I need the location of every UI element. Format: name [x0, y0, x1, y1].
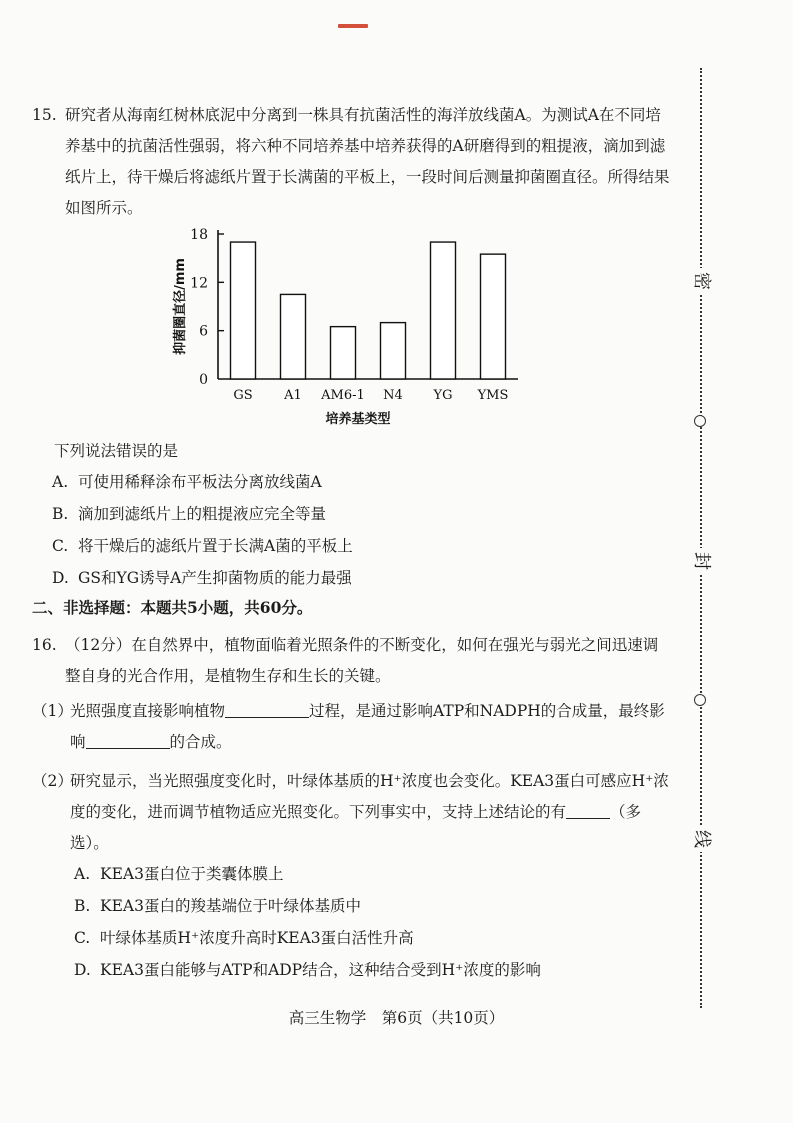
q16-option-a [74, 860, 283, 888]
question-number: 16. [32, 636, 57, 654]
bar-chart [170, 224, 530, 434]
sub2-text: 研究显示，当光照强度变化时，叶绿体基质的H⁺浓度也会变化。KEA3蛋白可感应H⁺浓度的变化，进而调节植物适应光照变化。下列事实中，支持上述结论的有 [70, 772, 669, 821]
gutter-circle [694, 415, 706, 427]
x-tick-label: YMS [477, 388, 509, 403]
q15-option-d [52, 564, 352, 592]
q15-option-c [52, 532, 353, 560]
section-heading: 二、非选择题：本题共5小题，共60分。 [32, 598, 313, 617]
page-footer: 高三生物学 第6页（共10页） [288, 1009, 505, 1027]
option-letter: A. [52, 473, 69, 491]
sub1-text-a: 光照强度直接影响植物 [70, 702, 226, 720]
sub1-text-c: 的合成。 [169, 733, 232, 751]
gutter-circle [694, 694, 706, 706]
q15-option-a [52, 468, 322, 496]
answer-blank-3[interactable] [566, 800, 610, 819]
x-tick-label: GS [233, 388, 253, 403]
option-letter: C. [74, 929, 91, 947]
y-tick-label: 6 [199, 323, 208, 340]
option-text: KEA3蛋白位于类囊体膜上 [100, 865, 284, 883]
option-text: 叶绿体基质H⁺浓度升高时KEA3蛋白活性升高 [100, 929, 414, 947]
sub1-text-b: 过程，是通过影响ATP和NADPH的合成量，最终影响 [70, 702, 665, 751]
sub-number: （1） [32, 702, 73, 720]
sub2-tail: （多选）。 [70, 803, 642, 852]
question-number: 15. [32, 106, 57, 124]
option-text: 可使用稀释涂布平板法分离放线菌A [78, 473, 322, 491]
q16-option-d [74, 956, 541, 984]
bar-yms [481, 254, 506, 379]
gutter-char-feng: 封 [688, 548, 714, 574]
question-text: （12分）在自然界中，植物面临着光照条件的不断变化，如何在强光与弱光之间迅速调整自身的光合作用，是植物生存和生长的关键。 [65, 636, 659, 685]
question-16 [32, 630, 672, 692]
y-axis-label: 抑菌圈直径/mm [173, 258, 188, 355]
option-text: KEA3蛋白能够与ATP和ADP结合，这种结合受到H⁺浓度的影响 [100, 961, 541, 979]
bar-yg [431, 242, 456, 379]
answer-blank-1[interactable] [225, 699, 309, 718]
x-axis-label: 培养基类型 [325, 412, 391, 427]
option-text: 滴加到滤纸片上的粗提液应完全等量 [78, 505, 327, 523]
y-tick-label: 12 [190, 275, 208, 292]
q16-sub1 [32, 696, 672, 758]
option-text: KEA3蛋白的羧基端位于叶绿体基质中 [100, 897, 361, 915]
bar-gs [231, 242, 256, 379]
x-tick-label: AM6-1 [321, 388, 365, 403]
bar-a1 [281, 294, 306, 379]
chart-svg [170, 224, 530, 434]
option-letter: B. [52, 505, 69, 523]
option-letter: D. [74, 961, 91, 979]
gutter-char-xian: 线 [688, 826, 714, 852]
bar-am6-1 [331, 327, 356, 379]
sub-number: （2） [32, 772, 73, 790]
option-letter: D. [52, 569, 69, 587]
binding-line [700, 68, 702, 1008]
option-letter: B. [74, 897, 91, 915]
question-15 [32, 100, 672, 224]
x-tick-label: N4 [383, 388, 403, 403]
y-tick-label: 0 [199, 372, 208, 388]
x-tick-label: YG [433, 388, 453, 403]
top-edge-mark [338, 24, 368, 28]
bar-n4 [381, 323, 406, 379]
y-tick-label: 18 [190, 227, 208, 243]
q15-option-b [52, 500, 326, 528]
prompt-text: 下列说法错误的是 [54, 442, 179, 460]
option-letter: A. [74, 865, 91, 883]
answer-blank-2[interactable] [86, 730, 170, 749]
question-text: 研究者从海南红树林底泥中分离到一株具有抗菌活性的海洋放线菌A。为测试A在不同培养基中的抗菌活性强弱，将六种不同培养基中培养获得的A研磨得到的粗提液，滴加到滤纸片上，待干燥后将滤纸片置于长满菌的平板上，一段时间后测量抑菌圈直径。所得结果如图所示。 [65, 106, 670, 217]
option-text: 将干燥后的滤纸片置于长满A菌的平板上 [78, 537, 353, 555]
option-letter: C. [52, 537, 69, 555]
question-15-prompt [32, 436, 672, 467]
option-text: GS和YG诱导A产生抑菌物质的能力最强 [78, 569, 352, 587]
q16-option-b [74, 892, 361, 920]
gutter-char-mi: 密 [688, 268, 714, 294]
x-tick-label: A1 [284, 388, 302, 403]
q16-sub2 [32, 766, 672, 859]
q16-option-c [74, 924, 414, 952]
